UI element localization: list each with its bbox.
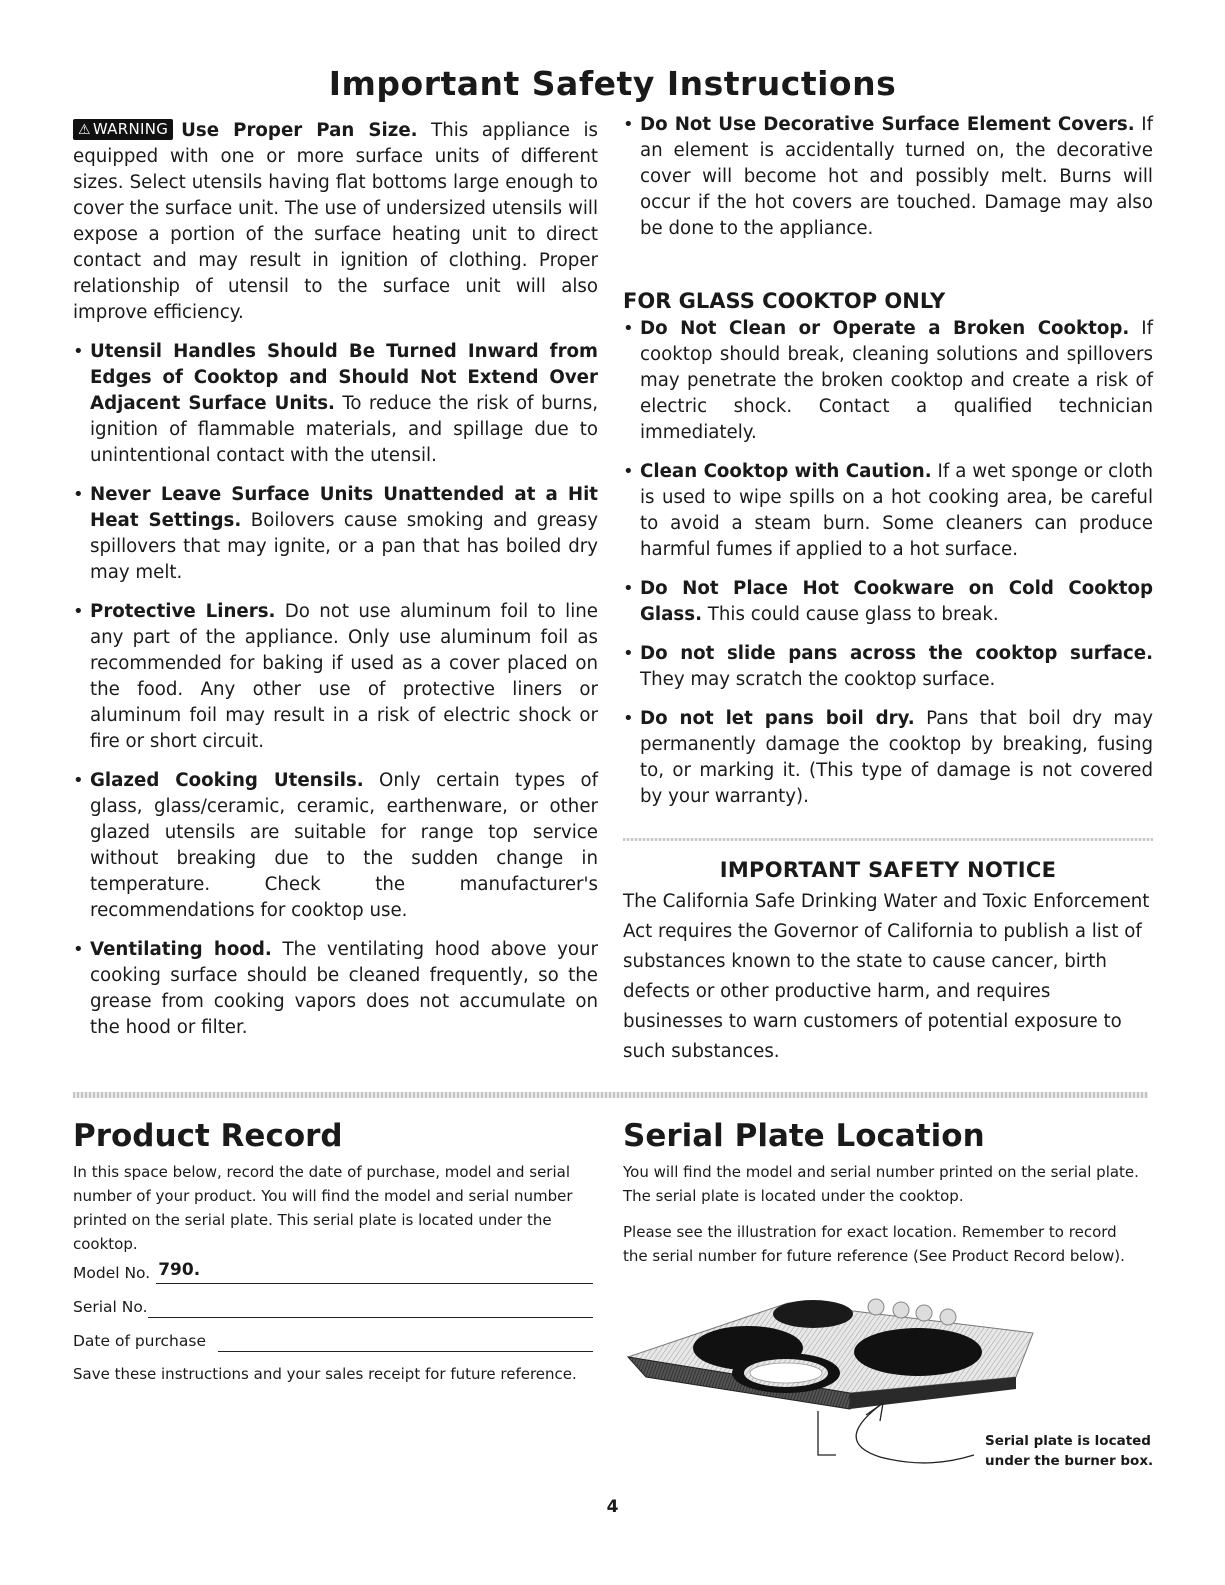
serial-plate-para2: Please see the illustration for exact location. Remember to record the serial number for future reference (See Product Record below). xyxy=(623,1223,1125,1265)
warning-badge xyxy=(73,119,173,140)
warning-triangle-icon: ⚠ xyxy=(78,122,91,138)
serial-number-label: Serial No. xyxy=(73,1298,148,1316)
list-item xyxy=(73,339,598,469)
model-number-value: 790. xyxy=(158,1260,201,1280)
cooktop-illustration xyxy=(618,1285,1048,1485)
list-item xyxy=(73,937,598,1041)
bullet-title: Glazed Cooking Utensils. xyxy=(90,770,364,791)
list-item xyxy=(73,482,598,586)
bullet-icon: • xyxy=(73,770,84,791)
notice-divider xyxy=(623,838,1153,841)
bullet-icon: • xyxy=(623,708,634,729)
bullet-icon: • xyxy=(73,484,84,505)
bullet-icon: • xyxy=(623,643,634,664)
bullet-text: Boilovers cause smoking and greasy spillovers that may ignite, or a pan that has boiled dry may melt. xyxy=(90,510,598,583)
notice-title: IMPORTANT SAFETY NOTICE xyxy=(719,858,1057,882)
left-column xyxy=(73,118,598,1041)
bullet-title: Protective Liners. xyxy=(90,601,276,622)
serial-plate-heading: Serial Plate Location xyxy=(623,1118,985,1154)
section-divider xyxy=(73,1092,1148,1098)
serial-number-row xyxy=(73,1296,593,1318)
bullet-icon: • xyxy=(623,461,634,482)
list-item xyxy=(73,768,598,924)
bullet-text: Only certain types of glass, glass/ceramic, ceramic, earthenware, or other glazed utensils are suitable for range top service without breaking due to the sudden change in temperature. Check the manufacturer's recommendations for cooktop use. xyxy=(90,770,598,921)
bullet-text: To reduce the risk of burns, ignition of flammable materials, and spillage due to unintentional contact with the utensil. xyxy=(90,393,598,466)
bullet-title: Do Not Place Hot Cookware on Cold Cooktop Glass. xyxy=(640,578,1153,625)
list-item xyxy=(623,706,1153,810)
glass-cooktop-heading: FOR GLASS COOKTOP ONLY xyxy=(623,289,946,313)
pan-size-paragraph xyxy=(73,118,598,326)
bullet-title: Ventilating hood. xyxy=(90,939,272,960)
list-item xyxy=(623,459,1153,563)
bullet-icon: • xyxy=(623,578,634,599)
bullet-icon: • xyxy=(73,601,84,622)
bullet-title: Clean Cooktop with Caution. xyxy=(640,461,932,482)
callout-line-2: under the burner box. xyxy=(985,1453,1154,1469)
bullet-text: Pans that boil dry may permanently damage the cooktop by breaking, fusing to, or marking it. (This type of damage is not covered by your warranty). xyxy=(640,708,1153,807)
notice-text: The California Safe Drinking Water and Toxic Enforcement Act requires the Governor of California to publish a list of substances known to the state to cause cancer, birth defects or other productive harm, and requires businesses to warn customers of potential exposure to such substances. xyxy=(623,891,1150,1062)
purchase-date-field[interactable] xyxy=(218,1333,593,1352)
bullet-title: Do not let pans boil dry. xyxy=(640,708,915,729)
bullet-title: Do not slide pans across the cooktop surface. xyxy=(640,643,1153,664)
model-number-field[interactable] xyxy=(156,1260,593,1284)
list-item xyxy=(623,576,1153,628)
pan-size-text: This appliance is equipped with one or more surface units of different sizes. Select utensils having flat bottoms large enough to cover the surface unit. The use of undersized utensils will expose a portion of the surface heating unit to direct contact and may result in ignition of clothing. Proper relationship of utensil to the surface unit will also improve efficiency. xyxy=(73,120,598,323)
bullet-icon: • xyxy=(73,341,84,362)
bullet-title: Never Leave Surface Units Unattended at a Hit Heat Settings. xyxy=(90,484,598,531)
page-title: Important Safety Instructions xyxy=(328,64,897,103)
bullet-text: They may scratch the cooktop surface. xyxy=(640,669,996,690)
pan-size-title: Use Proper Pan Size. xyxy=(181,120,418,141)
bullet-title: Utensil Handles Should Be Turned Inward from Edges of Cooktop and Should Not Extend Over Adjacent Surface Units. xyxy=(90,341,598,414)
bullet-icon: • xyxy=(623,114,634,135)
bullet-text: If a wet sponge or cloth is used to wipe spills on a hot cooking area, be careful to avoid a steam burn. Some cleaners can produce harmful fumes if applied to a hot surface. xyxy=(640,461,1153,560)
bullet-title: Do Not Use Decorative Surface Element Covers. xyxy=(640,114,1135,135)
product-record-section xyxy=(73,1118,593,1386)
list-item xyxy=(73,599,598,755)
model-number-row xyxy=(73,1262,593,1284)
purchase-date-row xyxy=(73,1330,593,1352)
serial-number-field[interactable] xyxy=(148,1299,593,1318)
list-item xyxy=(623,316,1153,446)
bullet-icon: • xyxy=(623,318,634,339)
serial-plate-section xyxy=(623,1118,1143,1268)
serial-plate-para1: You will find the model and serial number printed on the serial plate. The serial plate is located under the cooktop. xyxy=(623,1163,1139,1205)
save-instructions-text: Save these instructions and your sales receipt for future reference. xyxy=(73,1365,577,1383)
bullet-text: Do not use aluminum foil to line any part of the appliance. Only use aluminum foil as recommended for baking if used as a cover placed on the food. Any other use of protective liners or aluminum foil may result in a risk of electric shock or fire or short circuit. xyxy=(90,601,598,752)
bullet-icon: • xyxy=(73,939,84,960)
bullet-text: If an element is accidentally turned on, the decorative cover will become hot and possibly melt. Burns will occur if the hot covers are touched. Damage may also be done to the appliance. xyxy=(640,114,1153,239)
warning-badge-label: WARNING xyxy=(92,120,169,138)
bullet-text: If cooktop should break, cleaning solutions and spillovers may penetrate the broken cooktop and create a risk of electric shock. Contact a qualified technician immediately. xyxy=(640,318,1153,443)
bullet-text: The ventilating hood above your cooking surface should be cleaned frequently, so the grease from cooking vapors does not accumulate on the hood or filter. xyxy=(90,939,598,1038)
callout-line-1: Serial plate is located xyxy=(985,1433,1151,1449)
bullet-text: This could cause glass to break. xyxy=(702,604,999,625)
bullet-title: Do Not Clean or Operate a Broken Cooktop. xyxy=(640,318,1130,339)
model-number-label: Model No. xyxy=(73,1264,151,1282)
right-column xyxy=(623,112,1153,1067)
page-number: 4 xyxy=(606,1497,619,1517)
list-item xyxy=(623,112,1153,242)
serial-plate-callout xyxy=(985,1431,1153,1471)
product-record-heading: Product Record xyxy=(73,1118,343,1154)
list-item xyxy=(623,641,1153,693)
product-record-intro: In this space below, record the date of purchase, model and serial number of your product. You will find the model and serial number printed on the serial plate. This serial plate is located under the cooktop. xyxy=(73,1163,573,1253)
purchase-date-label: Date of purchase xyxy=(73,1332,206,1350)
